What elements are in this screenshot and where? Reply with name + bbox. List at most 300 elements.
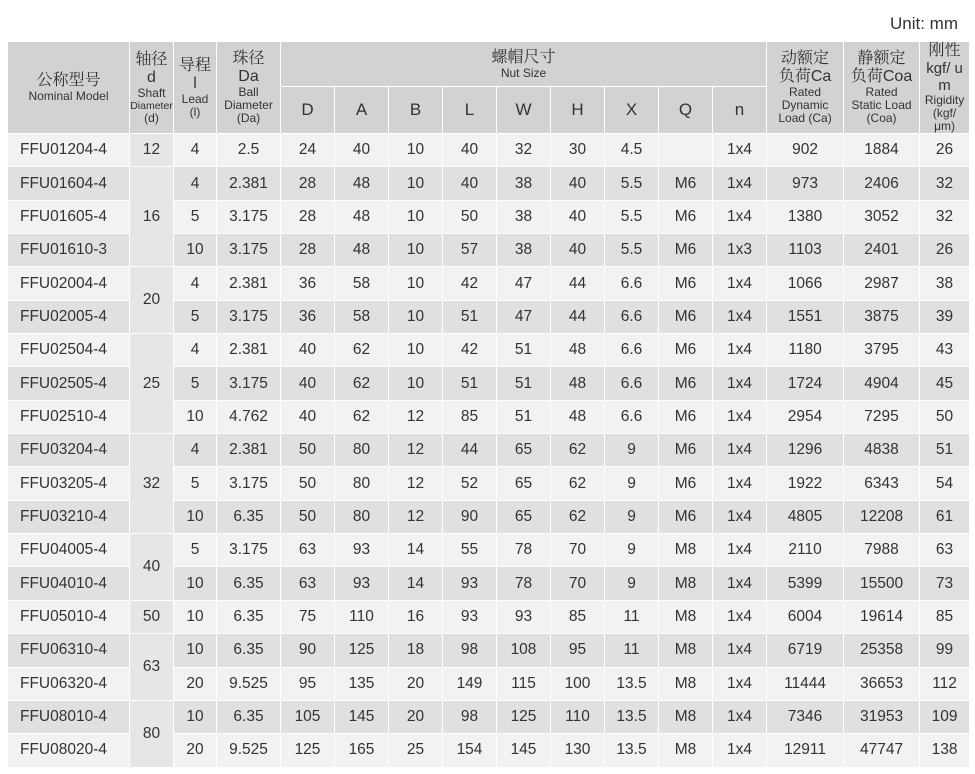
cell-w: 51 [497,400,551,433]
cell-a: 145 [335,700,389,733]
cell-a: 80 [335,434,389,467]
cell-h: 62 [551,500,605,533]
cell-x: 13.5 [605,700,659,733]
cell-w: 47 [497,267,551,300]
cell-rig: 26 [920,234,970,267]
cell-da: 3.175 [217,534,281,567]
cell-q: M8 [659,634,713,667]
cell-shaft-diameter: 32 [130,434,174,534]
cell-b: 25 [389,734,443,767]
cell-q: M8 [659,600,713,633]
cell-l: 98 [443,700,497,733]
cell-d: 40 [281,334,335,367]
cell-l: 10 [174,700,217,733]
table-row [8,334,970,367]
header-dynamic-load: 动额定 负荷Ca Rated Dynamic Load (Ca) [767,42,844,134]
cell-da: 3.175 [217,467,281,500]
cell-b: 12 [389,467,443,500]
cell-coa: 1884 [844,134,920,167]
cell-w: 108 [497,634,551,667]
cell-x: 9 [605,467,659,500]
cell-da: 3.175 [217,234,281,267]
cell-l: 10 [174,234,217,267]
cell-d: 28 [281,234,335,267]
cell-ca: 6719 [767,634,844,667]
cell-w: 38 [497,234,551,267]
cell-b: 10 [389,167,443,200]
cell-a: 62 [335,367,389,400]
cell-l: 5 [174,200,217,233]
cell-shaft-diameter: 40 [130,534,174,601]
cell-b: 10 [389,367,443,400]
cell-l: 10 [174,500,217,533]
cell-rig: 99 [920,634,970,667]
table-header [8,42,970,134]
ball-screw-nut-spec-table [7,41,970,768]
cell-a: 125 [335,634,389,667]
cell-x: 9 [605,534,659,567]
cell-rig: 85 [920,600,970,633]
cell-n: 1x4 [713,634,767,667]
header-col-q: Q [659,87,713,134]
cell-w: 51 [497,334,551,367]
cell-model: FFU03204-4 [8,434,130,467]
cell-l: 10 [174,600,217,633]
cell-w: 38 [497,167,551,200]
cell-d: 50 [281,467,335,500]
cell-a: 80 [335,500,389,533]
cell-q: M6 [659,167,713,200]
cell-b: 16 [389,600,443,633]
cell-n: 1x4 [713,334,767,367]
cell-da: 2.381 [217,267,281,300]
cell-d: 95 [281,667,335,700]
cell-d: 28 [281,167,335,200]
cell-rig: 61 [920,500,970,533]
cell-ca: 1922 [767,467,844,500]
cell-rig: 54 [920,467,970,500]
cell-coa: 19614 [844,600,920,633]
cell-da: 9.525 [217,734,281,767]
cell-da: 3.175 [217,300,281,333]
cell-coa: 15500 [844,567,920,600]
cell-n: 1x4 [713,500,767,533]
cell-ca: 1380 [767,200,844,233]
cell-a: 48 [335,200,389,233]
header-nominal-model: 公称型号 Nominal Model [8,42,130,134]
cell-l: 98 [443,634,497,667]
cell-da: 6.35 [217,600,281,633]
cell-da: 9.525 [217,667,281,700]
cell-b: 10 [389,267,443,300]
cell-l: 4 [174,267,217,300]
cell-d: 125 [281,734,335,767]
header-col-d: D [281,87,335,134]
header-col-b: B [389,87,443,134]
table-body [8,134,970,768]
cell-n: 1x4 [713,267,767,300]
cell-ca: 973 [767,167,844,200]
cell-a: 80 [335,467,389,500]
cell-q: M8 [659,534,713,567]
cell-l: 52 [443,467,497,500]
cell-x: 11 [605,634,659,667]
cell-n: 1x4 [713,367,767,400]
header-col-l: L [443,87,497,134]
cell-model: FFU04010-4 [8,567,130,600]
cell-da: 3.175 [217,200,281,233]
cell-rig: 73 [920,567,970,600]
cell-coa: 6343 [844,467,920,500]
header-col-a: A [335,87,389,134]
cell-h: 130 [551,734,605,767]
cell-ca: 1066 [767,267,844,300]
cell-n: 1x4 [713,167,767,200]
cell-a: 110 [335,600,389,633]
cell-a: 62 [335,400,389,433]
cell-coa: 2987 [844,267,920,300]
cell-a: 165 [335,734,389,767]
cell-n: 1x4 [713,300,767,333]
cell-l: 44 [443,434,497,467]
cell-l: 85 [443,400,497,433]
cell-model: FFU02510-4 [8,400,130,433]
header-col-x: X [605,87,659,134]
cell-l: 93 [443,567,497,600]
cell-x: 5.5 [605,167,659,200]
cell-a: 62 [335,334,389,367]
table-row [8,134,970,167]
cell-l: 55 [443,534,497,567]
cell-q: M6 [659,467,713,500]
cell-model: FFU04005-4 [8,534,130,567]
cell-a: 40 [335,134,389,167]
cell-l: 149 [443,667,497,700]
cell-q: M6 [659,267,713,300]
cell-a: 48 [335,234,389,267]
cell-coa: 3052 [844,200,920,233]
cell-ca: 7346 [767,700,844,733]
cell-rig: 39 [920,300,970,333]
cell-a: 58 [335,300,389,333]
cell-model: FFU01204-4 [8,134,130,167]
cell-l: 4 [174,334,217,367]
cell-b: 10 [389,334,443,367]
cell-n: 1x3 [713,234,767,267]
cell-l: 42 [443,334,497,367]
cell-model: FFU02505-4 [8,367,130,400]
cell-coa: 4904 [844,367,920,400]
cell-b: 12 [389,500,443,533]
cell-x: 6.6 [605,400,659,433]
cell-q: M6 [659,367,713,400]
cell-rig: 26 [920,134,970,167]
cell-l: 20 [174,734,217,767]
cell-l: 90 [443,500,497,533]
cell-ca: 4805 [767,500,844,533]
cell-n: 1x4 [713,667,767,700]
cell-coa: 7295 [844,400,920,433]
cell-a: 58 [335,267,389,300]
cell-q: M6 [659,300,713,333]
cell-l: 57 [443,234,497,267]
cell-shaft-diameter: 12 [130,134,174,167]
cell-da: 2.381 [217,167,281,200]
cell-l: 50 [443,200,497,233]
cell-shaft-diameter: 63 [130,634,174,701]
cell-model: FFU08010-4 [8,700,130,733]
cell-h: 44 [551,267,605,300]
unit-label: Unit: mm [890,14,958,33]
header-col-w: W [497,87,551,134]
cell-x: 6.6 [605,300,659,333]
cell-b: 12 [389,434,443,467]
header-shaft-diameter: 轴径 d Shaft Diameter (d) [130,42,174,134]
cell-w: 93 [497,600,551,633]
cell-n: 1x4 [713,400,767,433]
cell-x: 13.5 [605,734,659,767]
cell-l: 10 [174,400,217,433]
cell-coa: 12208 [844,500,920,533]
cell-coa: 36653 [844,667,920,700]
cell-q: M8 [659,734,713,767]
cell-rig: 32 [920,167,970,200]
cell-h: 95 [551,634,605,667]
cell-ca: 1724 [767,367,844,400]
cell-b: 12 [389,400,443,433]
cell-w: 65 [497,500,551,533]
cell-coa: 3875 [844,300,920,333]
cell-b: 20 [389,667,443,700]
cell-model: FFU02004-4 [8,267,130,300]
header-col-n: n [713,87,767,134]
cell-shaft-diameter: 20 [130,267,174,334]
header-ball-diameter: 珠径 Da Ball Diameter (Da) [217,42,281,134]
cell-b: 10 [389,200,443,233]
header-rigidity: 刚性 kgf/ u m Rigidity (kgf/ μm) [920,42,970,134]
cell-h: 40 [551,200,605,233]
cell-w: 32 [497,134,551,167]
cell-l: 10 [174,634,217,667]
cell-l: 93 [443,600,497,633]
cell-w: 115 [497,667,551,700]
cell-rig: 32 [920,200,970,233]
cell-q: M6 [659,334,713,367]
cell-shaft-diameter: 50 [130,600,174,633]
cell-rig: 51 [920,434,970,467]
cell-b: 10 [389,134,443,167]
cell-da: 4.762 [217,400,281,433]
cell-b: 10 [389,234,443,267]
cell-a: 93 [335,567,389,600]
cell-model: FFU05010-4 [8,600,130,633]
cell-b: 14 [389,534,443,567]
cell-model: FFU03210-4 [8,500,130,533]
cell-w: 51 [497,367,551,400]
cell-ca: 2110 [767,534,844,567]
cell-x: 5.5 [605,234,659,267]
cell-d: 36 [281,267,335,300]
table-row [8,167,970,200]
cell-rig: 63 [920,534,970,567]
table-row [8,634,970,667]
cell-d: 63 [281,534,335,567]
cell-x: 5.5 [605,200,659,233]
cell-ca: 5399 [767,567,844,600]
cell-w: 65 [497,467,551,500]
cell-d: 50 [281,500,335,533]
cell-q: M6 [659,434,713,467]
cell-ca: 902 [767,134,844,167]
cell-h: 40 [551,167,605,200]
cell-x: 4.5 [605,134,659,167]
cell-da: 6.35 [217,700,281,733]
table-row [8,700,970,733]
cell-ca: 1180 [767,334,844,367]
cell-da: 6.35 [217,500,281,533]
cell-coa: 47747 [844,734,920,767]
cell-shaft-diameter: 25 [130,334,174,434]
cell-d: 28 [281,200,335,233]
cell-d: 50 [281,434,335,467]
cell-model: FFU01604-4 [8,167,130,200]
cell-h: 48 [551,334,605,367]
cell-rig: 43 [920,334,970,367]
cell-n: 1x4 [713,200,767,233]
cell-da: 6.35 [217,567,281,600]
cell-d: 105 [281,700,335,733]
cell-n: 1x4 [713,434,767,467]
cell-w: 125 [497,700,551,733]
cell-d: 40 [281,400,335,433]
cell-x: 9 [605,567,659,600]
cell-n: 1x4 [713,567,767,600]
cell-h: 85 [551,600,605,633]
cell-w: 78 [497,567,551,600]
table-row [8,600,970,633]
cell-rig: 112 [920,667,970,700]
cell-coa: 2401 [844,234,920,267]
cell-l: 4 [174,167,217,200]
cell-n: 1x4 [713,734,767,767]
cell-model: FFU06320-4 [8,667,130,700]
header-static-load: 静额定 负荷Coa Rated Static Load (Coa) [844,42,920,134]
cell-ca: 1103 [767,234,844,267]
header-lead: 导程 l Lead (l) [174,42,217,134]
cell-rig: 50 [920,400,970,433]
cell-rig: 45 [920,367,970,400]
cell-b: 10 [389,300,443,333]
cell-q: M6 [659,400,713,433]
cell-d: 75 [281,600,335,633]
cell-h: 62 [551,434,605,467]
cell-h: 48 [551,367,605,400]
cell-a: 135 [335,667,389,700]
cell-x: 9 [605,434,659,467]
cell-q: M8 [659,567,713,600]
cell-w: 78 [497,534,551,567]
cell-q: M8 [659,667,713,700]
cell-x: 11 [605,600,659,633]
cell-ca: 11444 [767,667,844,700]
cell-coa: 2406 [844,167,920,200]
cell-shaft-diameter: 80 [130,700,174,767]
cell-coa: 3795 [844,334,920,367]
cell-da: 3.175 [217,367,281,400]
cell-w: 145 [497,734,551,767]
cell-coa: 31953 [844,700,920,733]
cell-x: 9 [605,500,659,533]
cell-x: 6.6 [605,267,659,300]
cell-ca: 6004 [767,600,844,633]
cell-w: 65 [497,434,551,467]
cell-b: 20 [389,700,443,733]
cell-model: FFU02005-4 [8,300,130,333]
cell-l: 20 [174,667,217,700]
cell-coa: 7988 [844,534,920,567]
cell-x: 6.6 [605,334,659,367]
cell-h: 70 [551,567,605,600]
cell-h: 110 [551,700,605,733]
cell-n: 1x4 [713,467,767,500]
cell-l: 5 [174,534,217,567]
cell-h: 70 [551,534,605,567]
cell-q: M6 [659,500,713,533]
cell-l: 40 [443,134,497,167]
cell-l: 51 [443,300,497,333]
cell-d: 36 [281,300,335,333]
cell-ca: 1551 [767,300,844,333]
cell-d: 24 [281,134,335,167]
cell-h: 30 [551,134,605,167]
cell-w: 38 [497,200,551,233]
cell-x: 13.5 [605,667,659,700]
cell-model: FFU02504-4 [8,334,130,367]
cell-n: 1x4 [713,700,767,733]
cell-shaft-diameter: 16 [130,167,174,267]
cell-l: 5 [174,300,217,333]
cell-l: 4 [174,434,217,467]
cell-q: M8 [659,700,713,733]
cell-n: 1x4 [713,600,767,633]
cell-a: 48 [335,167,389,200]
cell-h: 62 [551,467,605,500]
cell-da: 2.381 [217,334,281,367]
cell-w: 47 [497,300,551,333]
cell-l: 10 [174,567,217,600]
cell-q [659,134,713,167]
cell-l: 40 [443,167,497,200]
table-row [8,267,970,300]
cell-n: 1x4 [713,534,767,567]
cell-d: 63 [281,567,335,600]
cell-x: 6.6 [605,367,659,400]
cell-ca: 1296 [767,434,844,467]
cell-model: FFU03205-4 [8,467,130,500]
cell-rig: 138 [920,734,970,767]
cell-h: 44 [551,300,605,333]
cell-da: 2.5 [217,134,281,167]
cell-h: 100 [551,667,605,700]
cell-model: FFU08020-4 [8,734,130,767]
cell-da: 2.381 [217,434,281,467]
cell-ca: 2954 [767,400,844,433]
cell-rig: 109 [920,700,970,733]
cell-d: 90 [281,634,335,667]
cell-b: 14 [389,567,443,600]
cell-model: FFU01610-3 [8,234,130,267]
cell-d: 40 [281,367,335,400]
